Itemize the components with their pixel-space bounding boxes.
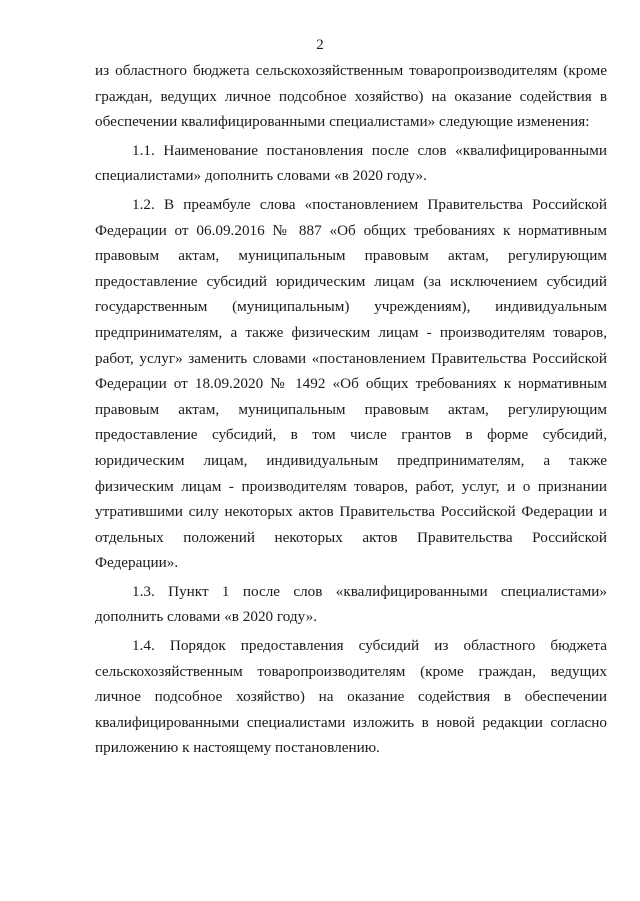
- paragraph-continuation: из областного бюджета сельскохозяйственным товаропроизводителям (кроме граждан, ведущих личное подсобное хозяйство) на оказание содействия в обеспечении квалифицированными специалистами» следующие изменения:: [95, 62, 607, 131]
- paragraph-1-2: 1.2. В преамбуле слова «постановлением Правительства Российской Федерации от 06.09.2016 № 887 «Об общих требованиях к нормативным правовым актам, муниципальным правовым актам, регулирующим предоставление субсидий юридическим лицам (за исключением субсидий государственным (муниципальным) учреждениям), индивидуальным предпринимателям, а также физическим лицам - производителям товаров, работ, услуг» заменить словами «постановлением Правительства Российской Федерации от 18.09.2020 № 1492 «Об общих требованиях к нормативным правовым актам, муниципальным правовым актам, регулирующим предоставление субсидий, в том числе грантов в форме субсидий, юридическим лицам, индивидуальным предпринимателям, а также физическим лицам - производителям товаров, работ, услуг, и о признании утратившими силу некоторых актов Правительства Российской Федерации и отдельных положений некоторых актов Правительства Российской Федерации».: [95, 195, 607, 572]
- page-number: 2: [316, 37, 324, 53]
- paragraph-1-3: 1.3. Пункт 1 после слов «квалифицированными специалистами» дополнить словами «в 2020 году».: [95, 582, 607, 626]
- paragraph-1-4: 1.4. Порядок предоставления субсидий из областного бюджета сельскохозяйственным товаропроизводителям (кроме граждан, ведущих личное подсобное хозяйство) на оказание содействия в обеспечении квалифицированными специалистами изложить в новой редакции согласно приложению к настоящему постановлению.: [95, 637, 607, 757]
- paragraph-1-1: 1.1. Наименование постановления после слов «квалифицированными специалистами» дополнить словами «в 2020 году».: [95, 141, 607, 185]
- document-body: [95, 58, 607, 761]
